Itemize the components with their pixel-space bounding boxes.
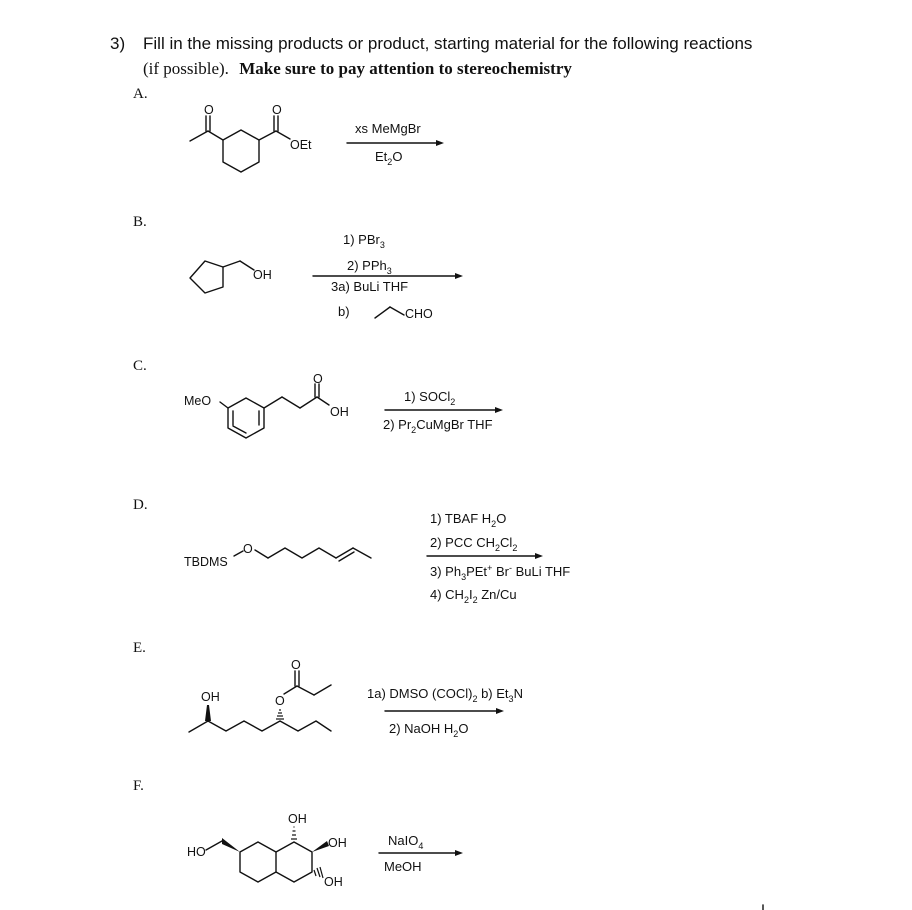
part-f-solvent: MeOH — [384, 859, 422, 874]
part-c-step-1 — [404, 389, 455, 407]
part-c-atom-meo: MeO — [184, 394, 212, 408]
part-c-step-2 — [383, 417, 493, 435]
question-header — [110, 34, 752, 78]
part-b-step-4: b) — [338, 304, 350, 319]
part-a — [133, 86, 444, 172]
part-b-step-1 — [343, 232, 385, 250]
part-e-atom-oh: OH — [201, 690, 220, 704]
part-e-atom-o-ring: O — [275, 694, 285, 708]
part-d-atom-o: O — [243, 542, 253, 556]
part-d-step-4-text: 4) CH — [430, 587, 464, 602]
part-f-starting-material — [187, 812, 347, 889]
part-e-starting-material — [189, 658, 331, 732]
part-d-step-2-sub: 2 — [495, 543, 501, 553]
part-a-atom-o1: O — [204, 103, 214, 117]
part-f-atom-oh-bottom: OH — [324, 875, 343, 889]
part-c-step-1-sub: 2 — [450, 397, 456, 407]
part-b-step-1-text: 1) PBr — [343, 232, 380, 247]
part-b-step-1-sub: 3 — [379, 240, 385, 250]
part-d-conditions — [427, 511, 570, 605]
part-e-step-2-sub: 2 — [453, 729, 459, 739]
part-d-step-2 — [430, 535, 517, 553]
part-e-conditions — [367, 686, 523, 739]
part-f-atom-oh-right: OH — [328, 836, 347, 850]
part-c-step-2-end: CuMgBr THF — [416, 417, 493, 432]
part-d-step-3 — [430, 563, 570, 582]
part-d-step-4 — [430, 587, 517, 605]
part-b-step-2 — [347, 258, 392, 276]
question-subline-plain: (if possible). — [143, 59, 229, 78]
part-e-step-1-end: b) Et — [477, 686, 509, 701]
part-a-conditions — [347, 121, 444, 167]
part-f-reagent-text: NaIO — [388, 833, 419, 848]
part-f-atom-oh-top: OH — [288, 812, 307, 826]
part-e-step-2-end: O — [458, 721, 469, 736]
part-e-step-1-text: 1a) DMSO (COCl) — [367, 686, 473, 701]
question-instructions: Fill in the missing products or product, starting material for the following reactions — [143, 34, 753, 53]
part-e-step-1 — [367, 686, 523, 704]
part-b-step-2-sub: 3 — [386, 266, 392, 276]
part-f-ho-wedge — [222, 838, 240, 852]
part-d-step-4-sub2: 2 — [472, 595, 478, 605]
part-f-label: F. — [133, 778, 144, 794]
part-c-starting-material — [184, 372, 349, 438]
part-f-reagent — [388, 833, 423, 851]
part-d-step-3-text: 3) Ph — [430, 564, 462, 579]
part-d-step-4-mid: I — [468, 587, 473, 602]
part-c-label: C. — [133, 358, 147, 374]
part-a-solvent-1: Et — [375, 149, 388, 164]
part-c-step-2-sub: 2 — [411, 425, 417, 435]
part-d-step-2-sub2: 2 — [512, 543, 518, 553]
part-b-atom-oh: OH — [253, 268, 272, 282]
part-b-conditions — [313, 232, 463, 321]
part-d-step-4-sub: 2 — [463, 595, 469, 605]
part-d-step-1-end: O — [496, 511, 507, 526]
part-b — [133, 214, 463, 321]
part-c-step-1-text: 1) SOCl — [404, 389, 451, 404]
part-f-conditions — [379, 833, 463, 874]
part-d-step-2-text: 2) PCC CH — [430, 535, 496, 550]
part-d-step-2-mid: Cl — [500, 535, 513, 550]
part-e-step-2 — [389, 721, 468, 739]
part-a-atom-oet: OEt — [290, 138, 312, 152]
part-d-step-1 — [430, 511, 506, 529]
part-b-starting-material — [190, 261, 272, 293]
part-d-atom-tbdms: TBDMS — [184, 555, 228, 569]
part-e-oh-wedge — [205, 705, 211, 721]
part-c — [133, 358, 503, 438]
part-e-label: E. — [133, 640, 146, 656]
part-a-label: A. — [133, 86, 148, 102]
part-d-step-4-end: Zn/Cu — [477, 587, 517, 602]
question-number: 3) — [110, 34, 126, 53]
part-f-atom-ho: HO — [187, 845, 206, 859]
part-d-label: D. — [133, 497, 148, 513]
question-subline-bold: Make sure to pay attention to stereochemistry — [239, 59, 572, 78]
part-e-step-1-sub: 2 — [472, 694, 478, 704]
part-f-reagent-sub: 4 — [418, 841, 424, 851]
part-d — [133, 497, 570, 605]
part-d-step-3-end: BuLi THF — [511, 564, 571, 579]
part-a-solvent-sub: 2 — [387, 157, 393, 167]
part-e-step-1-sub2: 3 — [508, 694, 514, 704]
part-a-reagent: xs MeMgBr — [355, 121, 421, 136]
part-e — [133, 640, 523, 739]
part-f — [133, 778, 463, 889]
part-c-conditions — [383, 389, 503, 435]
part-d-step-3-sub: 3 — [461, 572, 467, 582]
question-subline — [143, 59, 572, 78]
part-d-step-3-mid2: Br — [492, 564, 509, 579]
part-c-atom-oh: OH — [330, 405, 349, 419]
part-a-starting-material — [190, 103, 312, 172]
part-d-starting-material — [184, 542, 371, 569]
part-c-step-2-text: 2) Pr — [383, 417, 412, 432]
part-a-solvent — [375, 149, 402, 167]
part-f-oh-right-wedge — [312, 841, 329, 852]
part-d-step-3-sup: + — [487, 563, 493, 573]
part-e-step-2-text: 2) NaOH H — [389, 721, 454, 736]
part-d-step-1-text: 1) TBAF H — [430, 511, 492, 526]
part-a-atom-o2: O — [272, 103, 282, 117]
part-b-step-3: 3a) BuLi THF — [331, 279, 409, 294]
part-b-label: B. — [133, 214, 147, 230]
part-e-atom-o-carbonyl: O — [291, 658, 301, 672]
part-b-atom-cho: CHO — [405, 307, 433, 321]
part-d-step-3-sup2: - — [508, 563, 512, 573]
part-e-step-1-end2: N — [513, 686, 523, 701]
part-a-solvent-2: O — [392, 149, 403, 164]
part-d-step-3-mid: PEt — [466, 564, 488, 579]
part-d-step-1-sub: 2 — [491, 519, 497, 529]
part-c-atom-o: O — [313, 372, 323, 386]
part-b-step-2-text: 2) PPh — [347, 258, 387, 273]
